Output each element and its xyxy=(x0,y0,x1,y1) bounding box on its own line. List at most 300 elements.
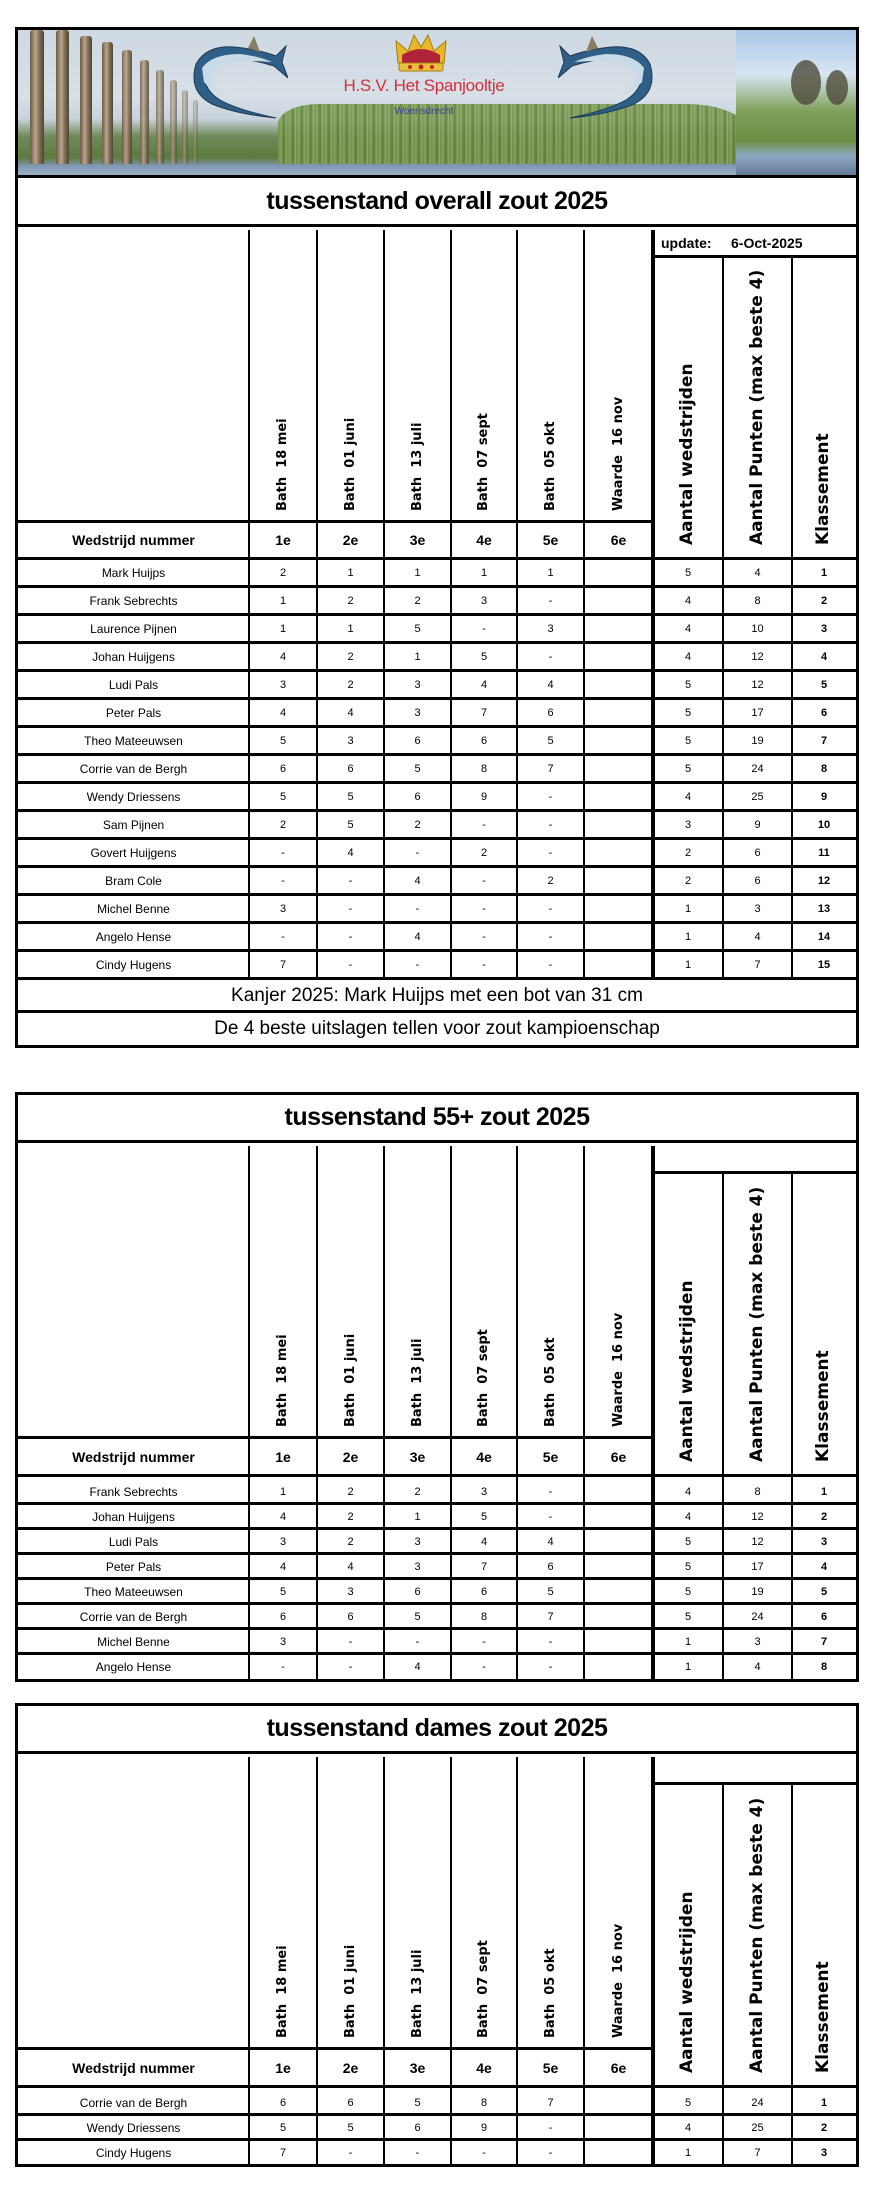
score-cell: 3 xyxy=(547,623,554,635)
player-name: Ludi Pals xyxy=(108,678,159,692)
rank-value: 6 xyxy=(820,707,828,719)
table-row xyxy=(18,1579,856,1604)
header-aantal-wedstrijden xyxy=(653,1173,723,1476)
score-cell xyxy=(584,755,653,783)
matches-count: 4 xyxy=(684,1485,692,1498)
score-cell xyxy=(584,1554,653,1579)
points-total: 24 xyxy=(751,763,764,775)
player-name: Corrie van de Bergh xyxy=(79,2095,188,2110)
match-number-label: Wedstrijd nummer xyxy=(72,1448,195,1465)
table-row xyxy=(18,587,856,615)
rank-value: 2 xyxy=(820,1510,828,1523)
score-cell: 6 xyxy=(480,735,488,747)
score-cell: 2 xyxy=(279,819,287,831)
rank-value: 12 xyxy=(817,875,831,887)
score-cell: - xyxy=(348,2146,353,2159)
matches-count: 5 xyxy=(684,763,692,775)
match-number: 1e xyxy=(275,2059,291,2076)
score-cell xyxy=(584,1654,653,1679)
score-cell xyxy=(584,1579,653,1604)
score-cell: - xyxy=(348,931,353,943)
standings-dames-table xyxy=(15,1703,859,2167)
score-cell: 8 xyxy=(480,2096,488,2109)
event-header-4 xyxy=(451,1757,517,2048)
score-cell: 6 xyxy=(547,1560,554,1573)
score-cell: 2 xyxy=(547,875,554,887)
event-header-label: Bath 18 mei xyxy=(275,1334,290,1427)
score-cell: 1 xyxy=(347,623,354,635)
score-cell: 4 xyxy=(347,707,354,719)
score-cell: 9 xyxy=(480,2121,488,2134)
score-cell: 8 xyxy=(480,763,488,775)
matches-count: 4 xyxy=(684,623,692,635)
score-cell: 4 xyxy=(279,1560,287,1573)
score-cell: - xyxy=(548,651,553,663)
score-cell xyxy=(584,839,653,867)
header-aantal-wedstrijden-label: Aantal wedstrijden xyxy=(677,1891,697,2073)
match-number: 1e xyxy=(275,1448,291,1465)
score-cell xyxy=(584,2090,653,2115)
matches-count: 4 xyxy=(684,791,692,803)
score-cell: 4 xyxy=(414,875,421,887)
score-cell: 2 xyxy=(480,847,488,859)
event-header-label: Bath 05 okt xyxy=(542,1948,558,2038)
header-aantal-wedstrijden-label: Aantal wedstrijden xyxy=(677,1280,697,1462)
matches-count: 4 xyxy=(684,1510,692,1523)
match-number: 5e xyxy=(542,532,559,548)
score-cell: - xyxy=(348,1660,353,1673)
score-cell: 8 xyxy=(480,1610,488,1623)
event-header-label: Waarde 16 nov xyxy=(610,1312,626,1427)
score-cell: 5 xyxy=(547,735,554,747)
score-cell: - xyxy=(281,875,285,887)
points-total: 12 xyxy=(751,651,764,663)
score-cell xyxy=(584,895,653,923)
matches-count: 5 xyxy=(684,2096,692,2109)
match-number: 6e xyxy=(610,532,627,548)
score-cell: - xyxy=(482,903,486,915)
header-klassement xyxy=(792,1173,856,1476)
match-number: 1e xyxy=(275,532,291,548)
score-cell: - xyxy=(415,1635,420,1648)
player-name: Johan Huijgens xyxy=(92,650,175,664)
score-cell: 2 xyxy=(347,1510,354,1523)
match-number: 6e xyxy=(610,2059,627,2076)
score-cell: 5 xyxy=(414,763,421,775)
player-name: Frank Sebrechts xyxy=(89,594,178,608)
event-header-6 xyxy=(584,1757,653,2048)
points-total: 25 xyxy=(751,2121,764,2134)
score-cell: 7 xyxy=(279,2146,287,2159)
rank-value: 3 xyxy=(820,2146,828,2159)
score-cell: 6 xyxy=(414,791,421,803)
score-cell: 3 xyxy=(279,1635,287,1648)
score-cell: - xyxy=(548,1660,553,1673)
match-number: 3e xyxy=(409,1448,426,1465)
player-name: Mark Huijps xyxy=(101,566,166,580)
table-row xyxy=(18,2140,856,2165)
score-cell: 1 xyxy=(279,595,287,607)
points-total: 25 xyxy=(751,791,764,803)
score-cell: 3 xyxy=(279,679,287,691)
event-header-1 xyxy=(249,1146,317,1437)
player-name: Angelo Hense xyxy=(95,1659,172,1674)
rank-value: 1 xyxy=(820,2096,828,2109)
score-cell: 7 xyxy=(480,1560,488,1573)
event-header-3 xyxy=(384,230,451,521)
table-row xyxy=(18,727,856,755)
score-cell: 1 xyxy=(547,567,554,579)
score-cell: 3 xyxy=(480,595,488,607)
event-header-6 xyxy=(584,230,653,521)
matches-count: 5 xyxy=(684,1585,692,1598)
matches-count: 5 xyxy=(684,707,692,719)
score-cell: - xyxy=(482,2146,486,2159)
rank-value: 15 xyxy=(817,959,831,971)
score-cell xyxy=(584,1504,653,1529)
score-cell: - xyxy=(548,1635,553,1648)
table-row xyxy=(18,811,856,839)
header-klassement xyxy=(792,257,856,559)
event-header-5 xyxy=(517,230,584,521)
match-number: 4e xyxy=(476,2059,492,2076)
rank-value: 3 xyxy=(820,1535,828,1548)
event-header-3 xyxy=(384,1757,451,2048)
table-row xyxy=(18,1629,856,1654)
event-header-label: Bath 05 okt xyxy=(542,1337,558,1427)
score-cell: 7 xyxy=(480,707,488,719)
rank-value: 4 xyxy=(820,651,828,663)
event-header-1 xyxy=(249,230,317,521)
player-name: Michel Benne xyxy=(97,902,170,916)
standings-55plus-table xyxy=(15,1092,859,1682)
table-title: tussenstand 55+ zout 2025 xyxy=(18,1095,856,1143)
table-row xyxy=(18,783,856,811)
header-aantal-wedstrijden-label: Aantal wedstrijden xyxy=(677,363,697,545)
score-cell: 1 xyxy=(347,567,354,579)
table-row xyxy=(18,867,856,895)
points-total: 17 xyxy=(751,1560,764,1573)
score-cell: 2 xyxy=(279,567,287,579)
event-header-4 xyxy=(451,230,517,521)
score-cell xyxy=(584,587,653,615)
event-header-6 xyxy=(584,1146,653,1437)
score-cell: - xyxy=(348,875,353,887)
score-cell: 6 xyxy=(347,1610,354,1623)
score-cell: 5 xyxy=(480,1510,488,1523)
event-header-label: Waarde 16 nov xyxy=(610,396,626,511)
event-header-label: Waarde 16 nov xyxy=(610,1923,626,2038)
score-cell: 3 xyxy=(414,1535,421,1548)
score-cell: 3 xyxy=(347,1585,354,1598)
matches-count: 1 xyxy=(684,1635,692,1648)
table-title: tussenstand dames zout 2025 xyxy=(18,1706,856,1754)
score-cell xyxy=(584,699,653,727)
score-cell: 6 xyxy=(414,2121,421,2134)
event-header-label: Bath 07 sept xyxy=(476,413,491,511)
score-cell: 4 xyxy=(414,1660,421,1673)
rank-value: 5 xyxy=(820,679,828,691)
table-row xyxy=(18,615,856,643)
matches-count: 5 xyxy=(684,1610,692,1623)
score-cell: - xyxy=(281,931,285,943)
score-cell: 2 xyxy=(347,1485,354,1498)
event-header-label: Bath 18 mei xyxy=(275,418,290,511)
score-cell: - xyxy=(482,1635,486,1648)
matches-count: 4 xyxy=(684,2121,692,2134)
points-total: 17 xyxy=(751,707,764,719)
score-cell: 5 xyxy=(480,651,488,663)
score-cell: - xyxy=(548,1485,553,1498)
score-cell: 3 xyxy=(414,707,421,719)
player-name: Theo Mateeuwsen xyxy=(84,1584,183,1599)
event-header-2 xyxy=(317,1757,384,2048)
table-row xyxy=(18,699,856,727)
match-number: 5e xyxy=(542,2059,559,2076)
matches-count: 1 xyxy=(684,2146,692,2159)
event-header-3 xyxy=(384,1146,451,1437)
score-cell: 2 xyxy=(414,595,421,607)
match-number: 3e xyxy=(409,532,426,548)
player-name: Wendy Driessens xyxy=(86,790,181,804)
score-cell: 6 xyxy=(547,707,554,719)
player-name: Corrie van de Bergh xyxy=(79,1609,188,1624)
header-aantal-punten-label: Aantal Punten (max beste 4) xyxy=(746,269,767,545)
score-cell: 2 xyxy=(347,1535,354,1548)
points-total: 24 xyxy=(751,2096,764,2109)
points-total: 8 xyxy=(754,1485,761,1498)
landscape-image xyxy=(736,30,856,178)
score-cell: 4 xyxy=(480,679,488,691)
event-header-label: Bath 07 sept xyxy=(476,1329,491,1427)
points-total: 7 xyxy=(754,2146,761,2159)
score-cell: 3 xyxy=(414,679,421,691)
score-cell: 7 xyxy=(279,959,287,971)
rank-value: 6 xyxy=(820,1610,828,1623)
garfish-right-icon xyxy=(558,34,678,124)
table-note: De 4 beste uitslagen tellen voor zout kampioenschap xyxy=(214,1017,660,1039)
points-total: 7 xyxy=(754,959,761,971)
matches-count: 3 xyxy=(684,819,692,831)
club-town: Woensdrecht xyxy=(394,106,454,117)
rank-value: 14 xyxy=(817,931,831,943)
player-name: Sam Pijnen xyxy=(102,818,165,832)
rank-value: 7 xyxy=(820,1635,828,1648)
score-cell: - xyxy=(415,847,420,859)
rank-value: 2 xyxy=(820,595,828,607)
score-cell: 3 xyxy=(279,903,287,915)
points-total: 8 xyxy=(754,595,761,607)
score-cell: 4 xyxy=(279,1510,287,1523)
rank-value: 2 xyxy=(820,2121,828,2134)
player-name: Angelo Hense xyxy=(95,930,172,944)
score-cell: 5 xyxy=(279,1585,287,1598)
table-title: tussenstand overall zout 2025 xyxy=(18,178,856,227)
score-cell: 6 xyxy=(279,763,287,775)
matches-count: 5 xyxy=(684,679,692,691)
matches-count: 2 xyxy=(684,847,692,859)
score-cell: 7 xyxy=(547,1610,554,1623)
score-cell: 2 xyxy=(414,819,421,831)
club-banner xyxy=(15,27,859,178)
header-aantal-wedstrijden xyxy=(653,257,723,559)
event-header-label: Bath 01 juni xyxy=(342,417,358,511)
score-cell: - xyxy=(548,1510,553,1523)
score-cell xyxy=(584,2140,653,2165)
score-cell xyxy=(584,923,653,951)
club-name: H.S.V. Het Spanjooltje xyxy=(343,76,505,95)
event-header-4 xyxy=(451,1146,517,1437)
score-cell xyxy=(584,643,653,671)
rank-value: 8 xyxy=(820,763,828,775)
player-name: Cindy Hugens xyxy=(95,2145,172,2160)
header-aantal-wedstrijden xyxy=(653,1784,723,2087)
score-cell xyxy=(584,867,653,895)
score-cell xyxy=(584,1629,653,1654)
score-cell: - xyxy=(548,903,553,915)
points-total: 12 xyxy=(751,1510,764,1523)
score-cell: - xyxy=(548,595,553,607)
match-number: 2e xyxy=(342,532,359,548)
event-header-label: Bath 01 juni xyxy=(342,1944,358,2038)
score-cell: - xyxy=(548,2121,553,2134)
score-cell: 5 xyxy=(279,735,287,747)
header-aantal-punten xyxy=(723,1173,792,1476)
event-header-label: Bath 07 sept xyxy=(476,1940,491,2038)
score-cell: 7 xyxy=(547,2096,554,2109)
player-name: Wendy Driessens xyxy=(86,2120,181,2135)
points-total: 12 xyxy=(751,679,764,691)
points-total: 4 xyxy=(754,567,761,579)
event-header-5 xyxy=(517,1146,584,1437)
score-cell: - xyxy=(415,959,420,971)
points-total: 12 xyxy=(751,1535,764,1548)
score-cell xyxy=(584,811,653,839)
score-cell: - xyxy=(548,931,553,943)
rank-value: 5 xyxy=(820,1585,828,1598)
score-cell: 9 xyxy=(480,791,488,803)
score-cell: 5 xyxy=(347,2121,354,2134)
score-cell: 2 xyxy=(347,651,354,663)
score-cell: 3 xyxy=(347,735,354,747)
score-cell: 1 xyxy=(480,567,488,579)
points-total: 6 xyxy=(754,875,761,887)
header-klassement-label: Klassement xyxy=(813,1350,833,1462)
rank-value: 13 xyxy=(817,903,831,915)
score-cell: 4 xyxy=(547,679,554,691)
score-cell: 3 xyxy=(480,1485,488,1498)
score-cell: - xyxy=(482,931,486,943)
match-number: 6e xyxy=(610,1448,627,1465)
header-aantal-punten-label: Aantal Punten (max beste 4) xyxy=(746,1186,767,1462)
score-cell: 1 xyxy=(279,623,287,635)
score-cell: 1 xyxy=(414,651,421,663)
score-cell: 1 xyxy=(414,567,421,579)
rank-value: 1 xyxy=(820,567,828,579)
match-number: 3e xyxy=(409,2059,426,2076)
table-row xyxy=(18,643,856,671)
match-number: 2e xyxy=(342,2059,359,2076)
rank-value: 9 xyxy=(820,791,828,803)
event-header-2 xyxy=(317,230,384,521)
header-klassement-label: Klassement xyxy=(813,433,833,545)
table-row xyxy=(18,1529,856,1554)
update-date: 6-Oct-2025 xyxy=(731,235,803,251)
match-number: 4e xyxy=(476,532,492,548)
score-cell: 5 xyxy=(547,1585,554,1598)
score-cell xyxy=(584,1529,653,1554)
player-name: Laurence Pijnen xyxy=(90,622,177,636)
matches-count: 4 xyxy=(684,651,692,663)
matches-count: 1 xyxy=(684,959,692,971)
score-cell: - xyxy=(548,847,553,859)
points-total: 19 xyxy=(751,1585,764,1598)
score-cell xyxy=(584,1604,653,1629)
score-cell: - xyxy=(548,791,553,803)
score-cell: 4 xyxy=(547,1535,554,1548)
table-row xyxy=(18,1554,856,1579)
rank-value: 4 xyxy=(820,1560,828,1573)
matches-count: 5 xyxy=(684,567,692,579)
table-row xyxy=(18,2087,856,2115)
table-row xyxy=(18,1476,856,1504)
table-row xyxy=(18,895,856,923)
player-name: Ludi Pals xyxy=(108,1534,159,1549)
score-cell: 6 xyxy=(279,1610,287,1623)
score-cell: - xyxy=(548,2146,553,2159)
table-row xyxy=(18,755,856,783)
update-label: update: xyxy=(661,235,712,251)
score-cell xyxy=(584,783,653,811)
score-cell: 6 xyxy=(480,1585,488,1598)
player-name: Peter Pals xyxy=(105,1559,162,1574)
table-row xyxy=(18,2115,856,2140)
event-header-label: Bath 13 juli xyxy=(409,1949,425,2038)
table-row xyxy=(18,1654,856,1679)
header-klassement xyxy=(792,1784,856,2087)
matches-count: 1 xyxy=(684,903,692,915)
score-cell: - xyxy=(281,1660,285,1673)
score-cell: 2 xyxy=(347,679,354,691)
score-cell: - xyxy=(415,2146,420,2159)
score-cell: 6 xyxy=(414,735,421,747)
table-row xyxy=(18,951,856,979)
match-number: 2e xyxy=(342,1448,359,1465)
score-cell: 5 xyxy=(414,623,421,635)
score-cell: 5 xyxy=(279,2121,287,2134)
player-name: Bram Cole xyxy=(105,874,162,888)
matches-count: 2 xyxy=(684,875,692,887)
score-cell xyxy=(584,2115,653,2140)
table-row xyxy=(18,671,856,699)
event-header-label: Bath 13 juli xyxy=(409,1338,425,1427)
player-name: Frank Sebrechts xyxy=(89,1484,178,1499)
match-number-label: Wedstrijd nummer xyxy=(72,532,195,548)
header-aantal-punten-label: Aantal Punten (max beste 4) xyxy=(746,1797,767,2073)
score-cell xyxy=(584,671,653,699)
rank-value: 8 xyxy=(820,1660,828,1673)
score-cell xyxy=(584,559,653,587)
score-cell: - xyxy=(415,903,420,915)
score-cell: 4 xyxy=(414,931,421,943)
score-cell: 1 xyxy=(279,1485,287,1498)
match-number: 5e xyxy=(542,1448,559,1465)
score-cell: - xyxy=(281,847,285,859)
score-cell: - xyxy=(348,903,353,915)
score-cell: 6 xyxy=(414,1585,421,1598)
table-row xyxy=(18,923,856,951)
score-cell: 4 xyxy=(279,651,287,663)
